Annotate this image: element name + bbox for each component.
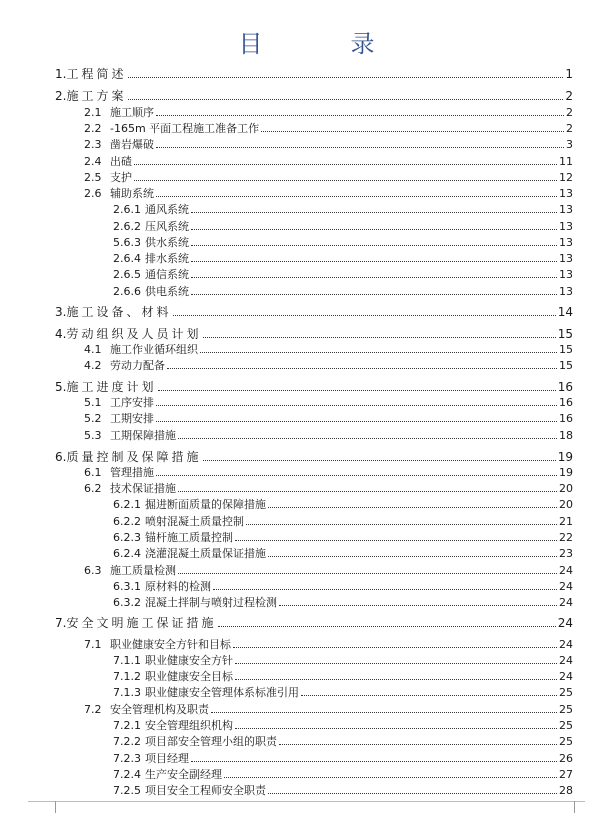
toc-entry-label: 安全管理组织机构: [145, 719, 233, 732]
toc-entry: [113, 671, 573, 682]
toc-entry-number: 6.2.3: [113, 531, 141, 544]
toc-entry: [113, 597, 573, 608]
toc-entry-number: 2.6.5: [113, 268, 141, 281]
toc-entry-number: 7.2.1: [113, 719, 141, 732]
toc-entry-number: 6.2.4: [113, 547, 141, 560]
toc-entry-page: 13: [559, 187, 573, 200]
toc-entry-page: 14: [557, 305, 573, 319]
dot-leader: [261, 130, 564, 132]
toc-entry-page: 13: [559, 236, 573, 249]
toc-entry-page: 25: [559, 686, 573, 699]
dot-leader: [203, 459, 555, 461]
toc-entry: [84, 483, 573, 494]
toc-entry: [55, 68, 573, 80]
toc-entry: [84, 704, 573, 715]
toc-entry-label: 通信系统: [145, 268, 189, 281]
toc-entry: [84, 397, 573, 408]
toc-entry-number: 6.2: [84, 482, 102, 495]
dot-leader: [156, 195, 557, 197]
toc-entry: [84, 639, 573, 650]
dot-leader: [191, 260, 557, 262]
toc-entry-label: 喷射混凝土质量控制: [145, 515, 244, 528]
toc-entry-page: 23: [559, 547, 573, 560]
page-bottom-rule: [28, 801, 585, 802]
toc-entry-page: 22: [559, 531, 573, 544]
dot-leader: [246, 523, 557, 525]
toc-entry-number: 6.1: [84, 466, 102, 479]
toc-entry-number: 7.2.5: [113, 784, 141, 797]
toc-entry-page: 2: [566, 106, 573, 119]
page-corner-mark-right: [574, 801, 575, 813]
toc-entry-number: 5.: [55, 380, 67, 394]
toc-entry-page: 1: [565, 67, 573, 81]
toc-entry-page: 24: [559, 596, 573, 609]
toc-entry-label: 职业健康安全管理体系标准引用: [145, 686, 299, 699]
toc-entry: [113, 548, 573, 559]
toc-entry-label: 混凝土拌制与喷射过程检测: [145, 596, 277, 609]
dot-leader: [158, 389, 555, 391]
toc-entry-page: 3: [566, 138, 573, 151]
dot-leader: [191, 293, 557, 295]
toc-entry-page: 26: [559, 752, 573, 765]
dot-leader: [156, 420, 557, 422]
toc-entry: [55, 306, 573, 318]
toc-entry-number: 3.: [55, 305, 67, 319]
dot-leader: [167, 367, 557, 369]
toc-entry-page: 16: [557, 380, 573, 394]
toc-entry-label: 施工进度计划: [66, 380, 157, 394]
toc-entry-label: 压风系统: [145, 220, 189, 233]
dot-leader: [156, 146, 564, 148]
toc-entry-number: 2.6.6: [113, 285, 141, 298]
toc-entry-label: 职业健康安全目标: [145, 670, 233, 683]
toc-entry-label: 凿岩爆破: [110, 138, 154, 151]
toc-entry: [84, 123, 573, 134]
toc-entry: [84, 360, 573, 371]
toc-entry-label: 原材料的检测: [145, 580, 211, 593]
toc-entry-page: 13: [559, 285, 573, 298]
toc-entry-number: 7.2.3: [113, 752, 141, 765]
dot-leader: [156, 114, 564, 116]
toc-entry: [113, 499, 573, 510]
dot-leader: [200, 351, 557, 353]
dot-leader: [213, 588, 557, 590]
dot-leader: [178, 490, 557, 492]
toc-entry-number: 7.2.2: [113, 735, 141, 748]
toc-entry: [55, 381, 573, 393]
toc-entry-label: 职业健康安全方针: [145, 654, 233, 667]
dot-leader: [191, 228, 557, 230]
dot-leader: [279, 604, 557, 606]
toc-entry-number: 2.5: [84, 171, 102, 184]
dot-leader: [218, 625, 555, 627]
toc-entry-number: 7.1: [84, 638, 102, 651]
toc-entry-page: 25: [559, 719, 573, 732]
dot-leader: [224, 776, 557, 778]
toc-entry: [84, 467, 573, 478]
toc-entry-page: 13: [559, 220, 573, 233]
toc-entry-number: 6.3: [84, 564, 102, 577]
toc-entry: [113, 720, 573, 731]
toc-entry-page: 21: [559, 515, 573, 528]
toc-entry-page: 20: [559, 482, 573, 495]
toc-entry-label: 项目经理: [145, 752, 189, 765]
dot-leader: [203, 336, 555, 338]
toc-entry-number: 7.1.2: [113, 670, 141, 683]
toc-entry-page: 25: [559, 735, 573, 748]
toc-entry-page: 13: [559, 252, 573, 265]
toc-entry-page: 24: [559, 670, 573, 683]
toc-entry: [55, 617, 573, 629]
toc-entry-page: 24: [559, 654, 573, 667]
toc-entry-number: 2.6.2: [113, 220, 141, 233]
dot-leader: [178, 572, 557, 574]
toc-entry-number: 7.1.3: [113, 686, 141, 699]
toc-entry-page: 15: [559, 343, 573, 356]
dot-leader: [191, 276, 557, 278]
toc-entry-label: 劳动组织及人员计划: [66, 327, 202, 341]
toc-entry-number: 2.4: [84, 155, 102, 168]
toc-entry-page: 24: [559, 564, 573, 577]
toc-entry-number: 7.: [55, 616, 67, 630]
toc-entry: [113, 204, 573, 215]
toc-entry-label: 出碴: [110, 155, 132, 168]
toc-entry-label: 项目安全工程师安全职责: [145, 784, 266, 797]
dot-leader: [134, 163, 557, 165]
toc-entry-page: 16: [559, 396, 573, 409]
dot-leader: [191, 211, 557, 213]
toc-entry-number: 6.3.2: [113, 596, 141, 609]
toc-entry-label: 职业健康安全方针和目标: [110, 638, 231, 651]
toc-entry-label: 排水系统: [145, 252, 189, 265]
toc-entry-number: 2.6.1: [113, 203, 141, 216]
toc-entry-label: 生产安全副经理: [145, 768, 222, 781]
toc-entry-number: 2.6: [84, 187, 102, 200]
toc-entry: [55, 90, 573, 102]
toc-entry-label: 工程简述: [66, 67, 127, 81]
toc-entry-page: 15: [557, 327, 573, 341]
toc-entry-page: 2: [566, 122, 573, 135]
toc-entry-number: 5.1: [84, 396, 102, 409]
toc-entry: [84, 139, 573, 150]
toc-entry-label: 施工作业循环组织: [110, 343, 198, 356]
toc-entry: [84, 188, 573, 199]
toc-entry: [113, 655, 573, 666]
toc-entry-page: 24: [559, 638, 573, 651]
dot-leader: [279, 743, 557, 745]
toc-title: 目 录: [238, 30, 407, 58]
dot-leader: [268, 506, 557, 508]
toc-entry-number: 7.2.4: [113, 768, 141, 781]
toc-entry-number: 2.3: [84, 138, 102, 151]
toc-entry-number: 6.3.1: [113, 580, 141, 593]
toc-entry-label: 供水系统: [145, 236, 189, 249]
toc-entry: [55, 451, 573, 463]
toc-entry: [113, 516, 573, 527]
page-corner-mark-left: [55, 801, 56, 813]
toc-entry: [113, 269, 573, 280]
toc-entry: [113, 237, 573, 248]
toc-entry-page: 25: [559, 703, 573, 716]
dot-leader: [128, 98, 563, 100]
dot-leader: [173, 314, 555, 316]
toc-entry-label: 锚杆施工质量控制: [145, 531, 233, 544]
toc-entry-number: 7.1.1: [113, 654, 141, 667]
dot-leader: [235, 662, 557, 664]
toc-entry-page: 24: [559, 580, 573, 593]
dot-leader: [235, 539, 557, 541]
toc-entry-label: 工期安排: [110, 412, 154, 425]
toc-entry-label: 支护: [110, 171, 132, 184]
dot-leader: [134, 179, 557, 181]
toc-entry-label: 浇灌混凝土质量保证措施: [145, 547, 266, 560]
toc-entry-number: 6.2.2: [113, 515, 141, 528]
toc-entry-number: 5.2: [84, 412, 102, 425]
toc-entry-page: 19: [559, 466, 573, 479]
toc-entry: [113, 581, 573, 592]
dot-leader: [235, 727, 557, 729]
toc-entry: [84, 565, 573, 576]
toc-entry: [113, 532, 573, 543]
dot-leader: [191, 760, 557, 762]
toc-entry: [113, 753, 573, 764]
toc-entry: [84, 107, 573, 118]
toc-entry-label: 施工质量检测: [110, 564, 176, 577]
toc-entry: [113, 736, 573, 747]
toc-entry-label: 安全文明施工保证措施: [66, 616, 217, 630]
toc-entry-page: 12: [559, 171, 573, 184]
toc-entry-number: 2.: [55, 89, 67, 103]
toc-entry-number: 4.2: [84, 359, 102, 372]
toc-entry-number: 7.2: [84, 703, 102, 716]
toc-entry-label: -165m 平面工程施工准备工作: [110, 122, 260, 135]
toc-entry: [84, 172, 573, 183]
dot-leader: [178, 437, 557, 439]
toc-entry-number: 6.: [55, 450, 67, 464]
toc-entry: [113, 253, 573, 264]
toc-entry-label: 施工方案: [66, 89, 127, 103]
toc-entry: [113, 286, 573, 297]
toc-entry: [113, 687, 573, 698]
toc-entry-number: 2.1: [84, 106, 102, 119]
toc-entry-number: 5.3: [84, 429, 102, 442]
dot-leader: [128, 76, 563, 78]
toc-entry-page: 16: [559, 412, 573, 425]
toc-entry: [55, 328, 573, 340]
toc-entry-label: 供电系统: [145, 285, 189, 298]
toc-entry-label: 劳动力配备: [110, 359, 165, 372]
toc-entry-page: 2: [565, 89, 573, 103]
toc-entry: [113, 785, 573, 796]
toc-entry-number: 5.6.3: [113, 236, 141, 249]
toc-entry: [84, 156, 573, 167]
toc-entry: [84, 430, 573, 441]
toc-entry: [113, 221, 573, 232]
dot-leader: [268, 792, 557, 794]
toc-entry-number: 6.2.1: [113, 498, 141, 511]
toc-entry-page: 24: [557, 616, 573, 630]
toc-entry-label: 项目部安全管理小组的职责: [145, 735, 277, 748]
toc-entry-label: 工序安排: [110, 396, 154, 409]
dot-leader: [156, 474, 557, 476]
toc-entry-label: 施工顺序: [110, 106, 154, 119]
toc-entry-label: 质量控制及保障措施: [66, 450, 202, 464]
dot-leader: [211, 711, 557, 713]
toc-entry-page: 13: [559, 203, 573, 216]
toc-entry-label: 工期保障措施: [110, 429, 176, 442]
toc-entry-page: 15: [559, 359, 573, 372]
toc-entry-page: 18: [559, 429, 573, 442]
toc-entry-label: 技术保证措施: [110, 482, 176, 495]
toc-entry-page: 13: [559, 268, 573, 281]
toc-entry-number: 2.2: [84, 122, 102, 135]
toc-entry-label: 施工设备、材料: [66, 305, 172, 319]
dot-leader: [268, 555, 557, 557]
dot-leader: [156, 404, 557, 406]
toc-entry-page: 27: [559, 768, 573, 781]
dot-leader: [235, 678, 557, 680]
dot-leader: [191, 244, 557, 246]
toc-entry: [113, 769, 573, 780]
toc-entry: [84, 413, 573, 424]
toc-entry-label: 辅助系统: [110, 187, 154, 200]
toc-entry-label: 安全管理机构及职责: [110, 703, 209, 716]
dot-leader: [301, 694, 557, 696]
toc-entry-number: 4.: [55, 327, 67, 341]
toc-entry-label: 掘进断面质量的保障措施: [145, 498, 266, 511]
toc-entry-label: 通风系统: [145, 203, 189, 216]
toc-entry-number: 2.6.4: [113, 252, 141, 265]
toc-entry-label: 管理措施: [110, 466, 154, 479]
toc-entry-number: 1.: [55, 67, 67, 81]
toc-entry-page: 19: [557, 450, 573, 464]
toc-entry-page: 28: [559, 784, 573, 797]
toc-entry-page: 11: [559, 155, 573, 168]
toc-entry-page: 20: [559, 498, 573, 511]
toc-entry: [84, 344, 573, 355]
toc-entry-number: 4.1: [84, 343, 102, 356]
dot-leader: [233, 646, 557, 648]
